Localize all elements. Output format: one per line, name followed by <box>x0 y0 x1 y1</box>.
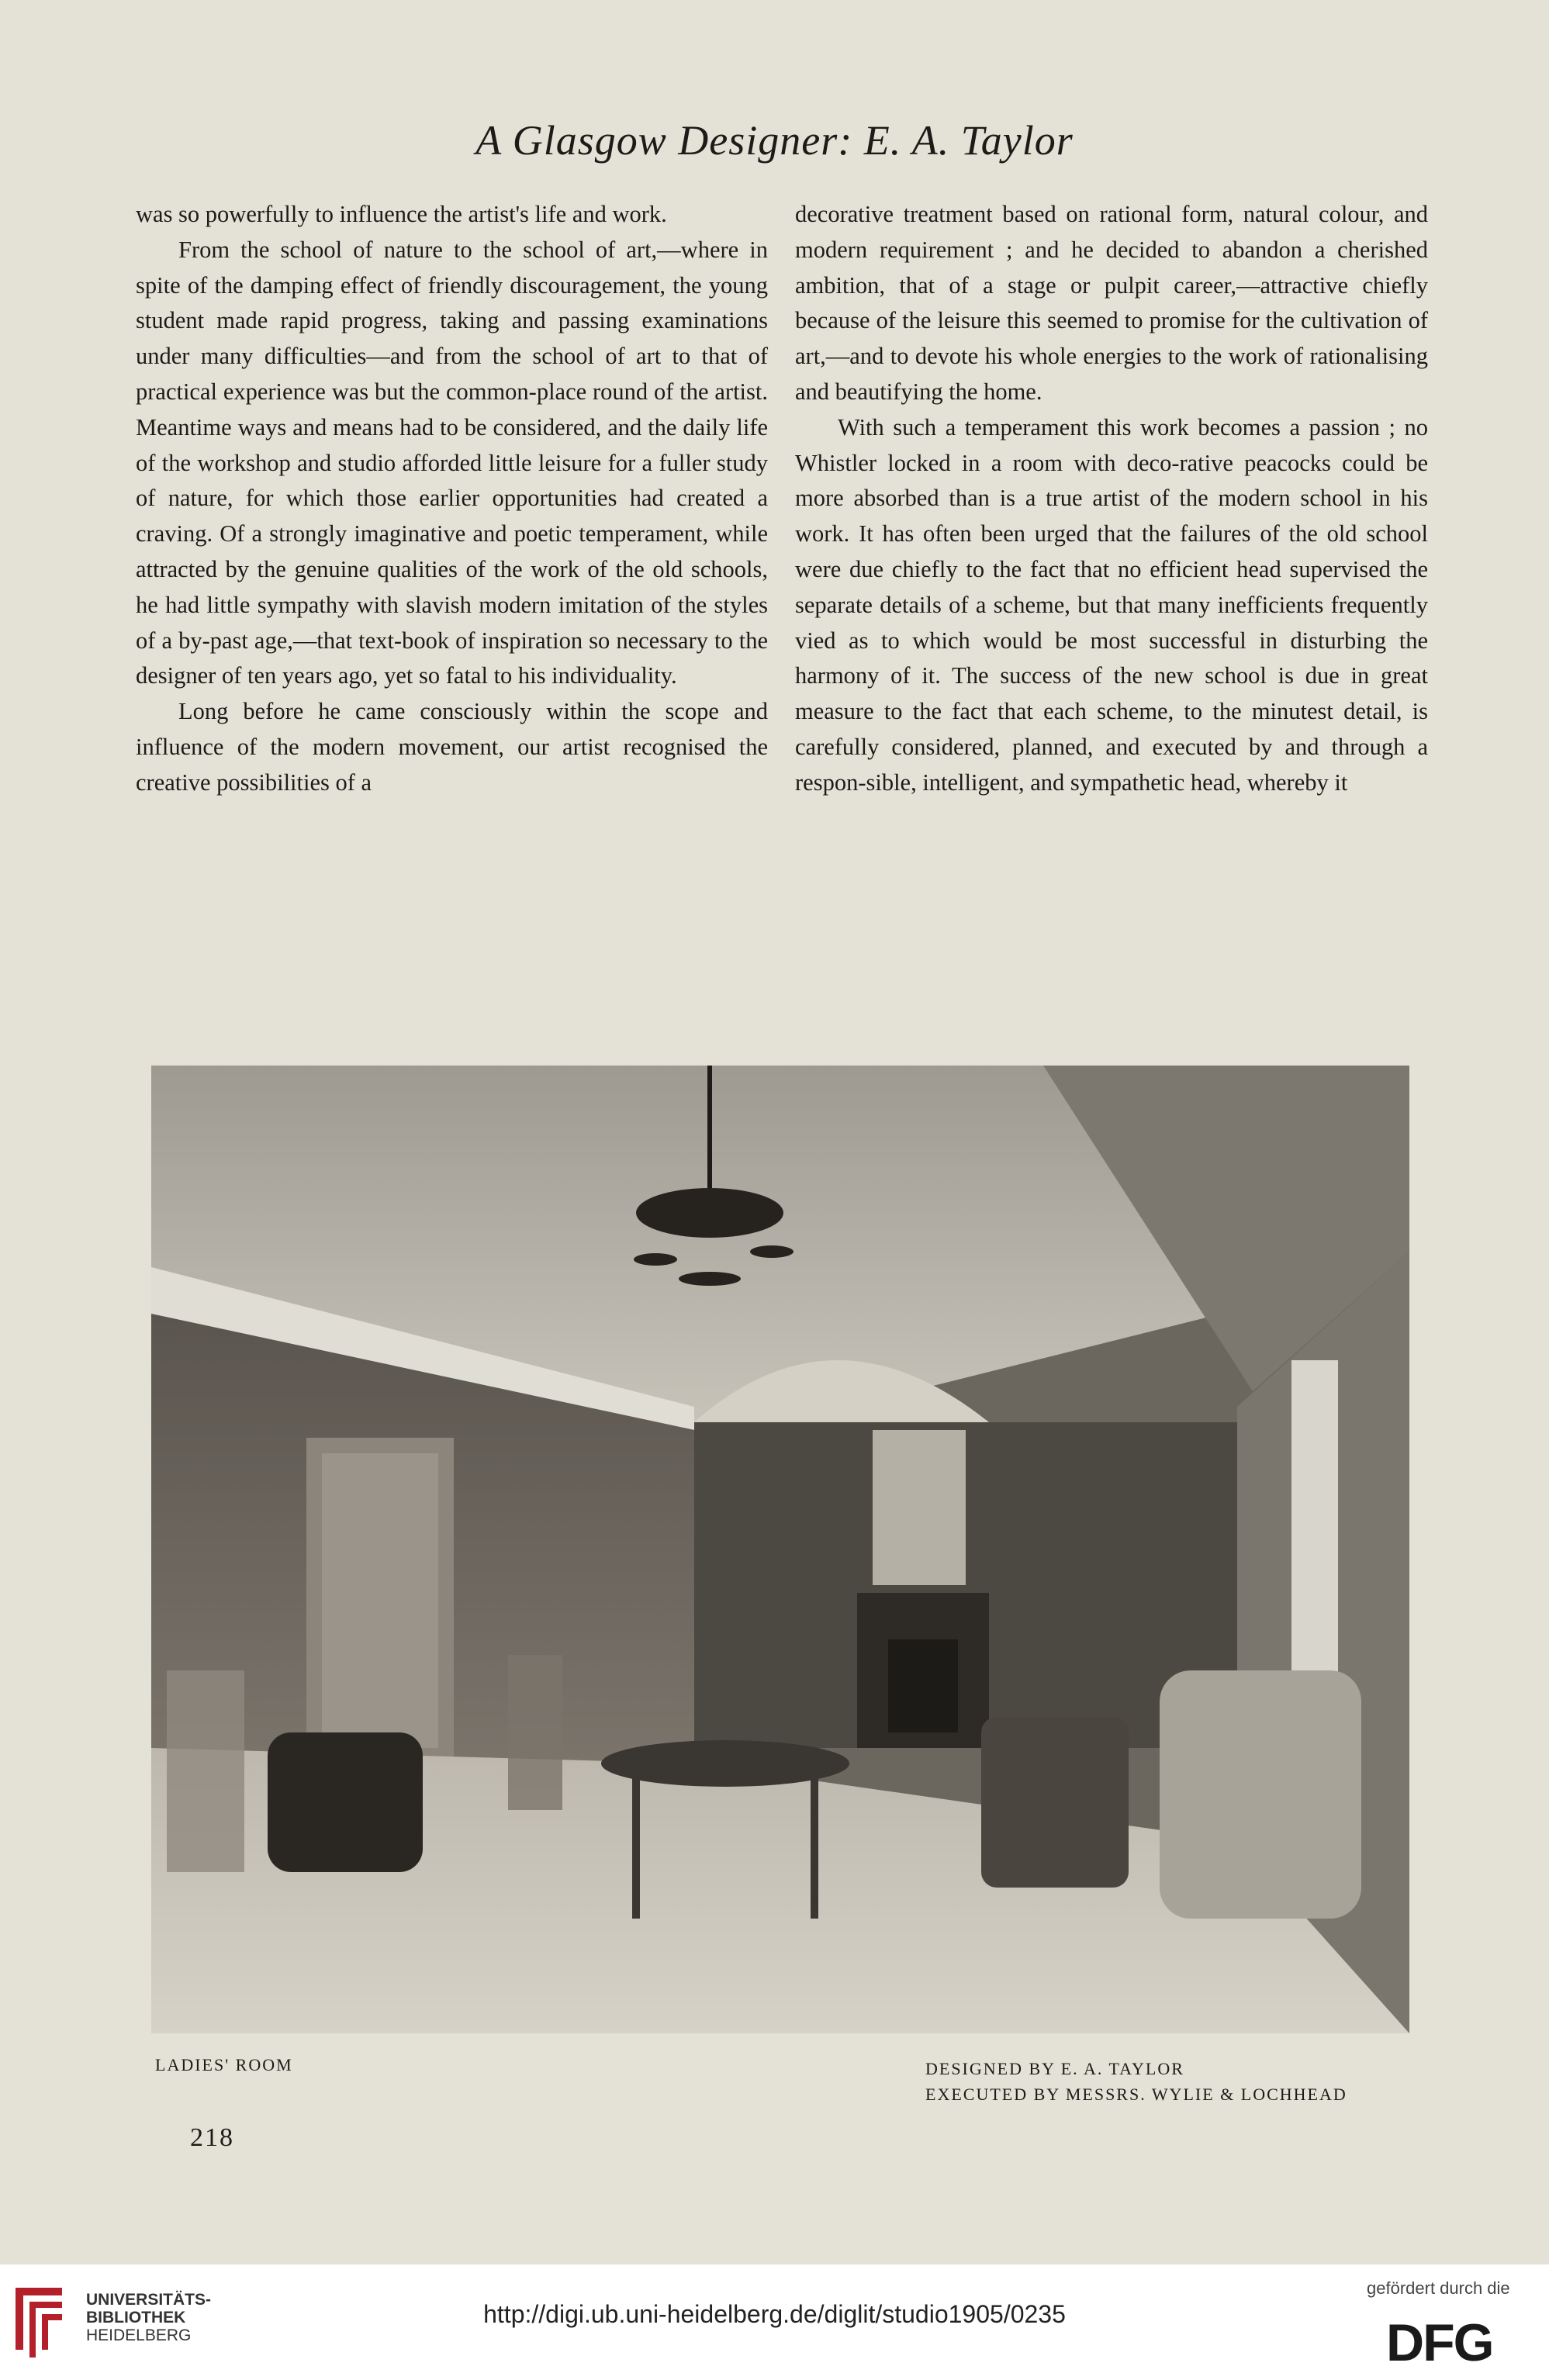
source-url-link[interactable]: http://digi.ub.uni-heidelberg.de/diglit/studio1905/0235 <box>483 2300 1066 2328</box>
paragraph: decorative treatment based on rational form, natural colour, and modern requirement ; and he decided to abandon a cherished ambition, that of a stage or pulpit career,—attractive chiefly because of the leisure this seemed to promise for the cultivation of art,—and to devote his whole energies to the work of rationalising and beautifying the home. <box>795 201 1428 405</box>
paragraph: Long before he came consciously within the scope and influence of the modern movement, our artist recognised the creative possibilities of a <box>136 698 768 796</box>
library-name: UNIVERSITÄTS- BIBLIOTHEK HEIDELBERG <box>86 2291 212 2344</box>
paragraph: From the school of nature to the school of art,—where in spite of the damping effect of friendly discouragement, the young student made rapid progress, taking and passing examinations under many difficulties—and from the school of art to that of practical experience was but the common-place round of the artist. Meantime ways and means had to be considered, and the daily life of the workshop and studio afforded little leisure for a fuller study of nature, for which those earlier opportunities had created a craving. Of a strongly imaginative and poetic temperament, while attracted by the genuine qualities of the work of the old schools, he had little sympathy with slavish modern imitation of the styles of a by-past age,—that text-book of inspiration so necessary to the designer of ten years ago, yet so fatal to his individuality. <box>136 236 768 689</box>
paragraph: was so powerfully to influence the artist's life and work. <box>136 201 667 227</box>
dfg-logo: DFG <box>1386 2313 1493 2372</box>
paragraph: With such a temperament this work becomes a passion ; no Whistler locked in a room with deco-rative peacocks could be more absorbed than is a true artist of the modern school in his work. It has often been urged that the failures of the old school were due chiefly to the fact that no efficient head supervised the separate details of a scheme, but that many inefficients frequently vied as to which would be most successful in disturbing the harmony of it. The success of the new school is due in great measure to the fact that each scheme, to the minutest detail, is carefully considered, planned, and executed by and through a respon-sible, intelligent, and sympathetic head, whereby it <box>795 413 1428 796</box>
caption-designer: DESIGNED BY E. A. TAYLOR <box>925 2059 1184 2078</box>
interior-photograph <box>151 1066 1409 2033</box>
photo-caption-credits <box>925 2056 1347 2107</box>
page-number: 218 <box>190 2123 234 2152</box>
left-text-column <box>136 197 768 801</box>
photo-caption-title: LADIES' ROOM <box>155 2055 293 2074</box>
running-head: A Glasgow Designer: E. A. Taylor <box>475 117 1074 164</box>
funding-note: gefördert durch die <box>1367 2278 1510 2298</box>
caption-executor: EXECUTED BY MESSRS. WYLIE & LOCHHEAD <box>925 2085 1347 2104</box>
right-text-column <box>795 197 1428 801</box>
photograph-illustration <box>151 1066 1409 2033</box>
